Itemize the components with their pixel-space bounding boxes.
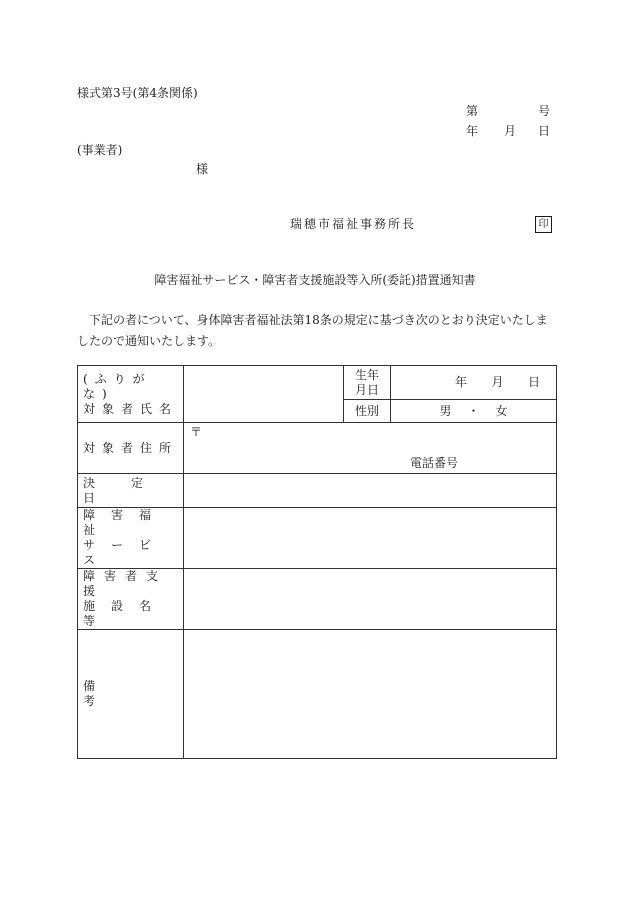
name-label-cell [78, 366, 184, 423]
document-title: 障害福祉サービス・障害者支援施設等入所(委託)措置通知書 [154, 273, 476, 287]
birth-label-line2: 月日 [354, 382, 379, 397]
recipient-label: (事業者) [77, 143, 123, 157]
decision-date-label: 決定日 [83, 475, 180, 505]
facility-label-line1: 障害者支援 [83, 569, 168, 598]
birth-date-cell[interactable] [391, 366, 557, 400]
facility-input-cell[interactable] [184, 569, 557, 630]
birth-label-line1: 生年 [354, 367, 379, 382]
birth-label-cell [344, 366, 391, 400]
form-number: 様式第3号(第4条関係) [77, 86, 198, 100]
gender-separator: ・ [467, 403, 480, 418]
seal-mark: 印 [535, 216, 552, 233]
number-prefix: 第 [466, 104, 479, 118]
month-unit: 月 [504, 124, 517, 138]
issuer-name: 瑞穂市福祉事務所長 [290, 217, 417, 231]
gender-cell[interactable] [391, 400, 557, 423]
address-label-cell [78, 423, 184, 474]
birth-date-units [391, 375, 556, 390]
remarks-input-cell[interactable] [184, 630, 557, 759]
facility-label-line2: 施設名等 [83, 599, 168, 628]
decision-date-input-cell[interactable] [184, 474, 557, 508]
gender-options [391, 404, 556, 419]
year-unit: 年 [466, 124, 479, 138]
birth-day-unit: 日 [527, 375, 540, 389]
furigana-label [83, 372, 178, 402]
issue-date-line [466, 124, 550, 138]
address-label: 対象者住所 [83, 440, 179, 455]
gender-female[interactable]: 女 [495, 403, 508, 418]
service-input-cell[interactable] [184, 508, 557, 569]
day-unit: 日 [537, 124, 550, 138]
remarks-label: 備考 [83, 679, 168, 708]
phone-label: 電話番号 [410, 456, 459, 470]
birth-year-unit: 年 [455, 375, 468, 389]
service-label-line2: サービス [83, 538, 168, 567]
postal-mark: 〒 [190, 425, 203, 439]
name-input-cell[interactable] [184, 366, 344, 423]
decision-date-label-cell [78, 474, 184, 508]
name-label: 対象者氏名 [83, 401, 179, 416]
gender-label-cell: 性別 [344, 400, 391, 423]
furigana-label-text: (ふりがな) [83, 371, 152, 401]
facility-label-cell [78, 569, 184, 630]
address-input-cell[interactable] [184, 423, 557, 474]
service-label-line1: 障害福祉 [83, 508, 168, 537]
gender-male[interactable]: 男 [439, 403, 452, 418]
number-suffix: 号 [537, 104, 550, 118]
form-table [77, 365, 557, 759]
honorific: 様 [196, 162, 209, 176]
remarks-label-cell [78, 630, 184, 759]
body-text: 下記の者について、身体障害者福祉法第18条の規定に基づき次のとおり決定いたしましたので通知いたします。 [77, 313, 548, 348]
birth-month-unit: 月 [491, 375, 504, 389]
service-label-cell [78, 508, 184, 569]
